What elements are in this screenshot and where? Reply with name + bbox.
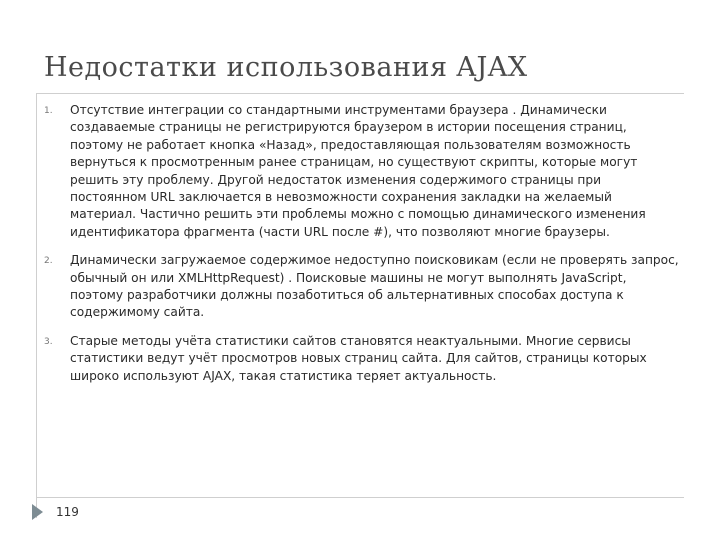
list-item <box>44 252 680 322</box>
title-divider <box>36 93 684 94</box>
list-item-text: Динамически загружаемое содержимое недоступно поисковикам (если не проверять запрос, обычный он или XMLHttpRequest) . Поисковые машины не могут выполнять JavaScript, поэтому разработчики должны позаботиться об альтернативных способах доступа к содержимому сайта. <box>70 253 679 320</box>
numbered-list <box>44 102 680 396</box>
footer-arrow-icon <box>32 504 43 520</box>
list-item-number: 3. <box>44 336 53 347</box>
slide-title: Недостатки использования AJAX <box>44 52 528 83</box>
footer-divider <box>36 497 684 498</box>
list-item <box>44 333 680 385</box>
list-item-text: Отсутствие интеграции со стандартными инструментами браузера . Динамически создаваемые страницы не регистрируются браузером в истории посещения страниц, поэтому не работает кнопка «Назад», предоставляющая пользователям возможность вернуться к просмотренным ранее страницам, но существуют скрипты, которые могут решить эту проблему. Другой недостаток изменения содержимого страницы при постоянном URL заключается в невозможности сохранения закладки на желаемый материал. Частично решить эти проблемы можно с помощью динамического изменения идентификатора фрагмента (части URL после #), что позволяют многие браузеры. <box>70 103 646 239</box>
list-item-number: 1. <box>44 106 53 116</box>
list-item-text: Старые методы учёта статистики сайтов становятся неактуальными. Многие сервисы статистики ведут учёт просмотров новых страниц сайта. Для сайтов, страницы которых широко используют AJAX, такая статистика теряет актуальность. <box>70 333 647 383</box>
page-number: 119 <box>56 505 79 519</box>
list-item <box>44 102 680 241</box>
left-border-line <box>36 94 37 518</box>
list-item-number: 2. <box>44 256 53 267</box>
